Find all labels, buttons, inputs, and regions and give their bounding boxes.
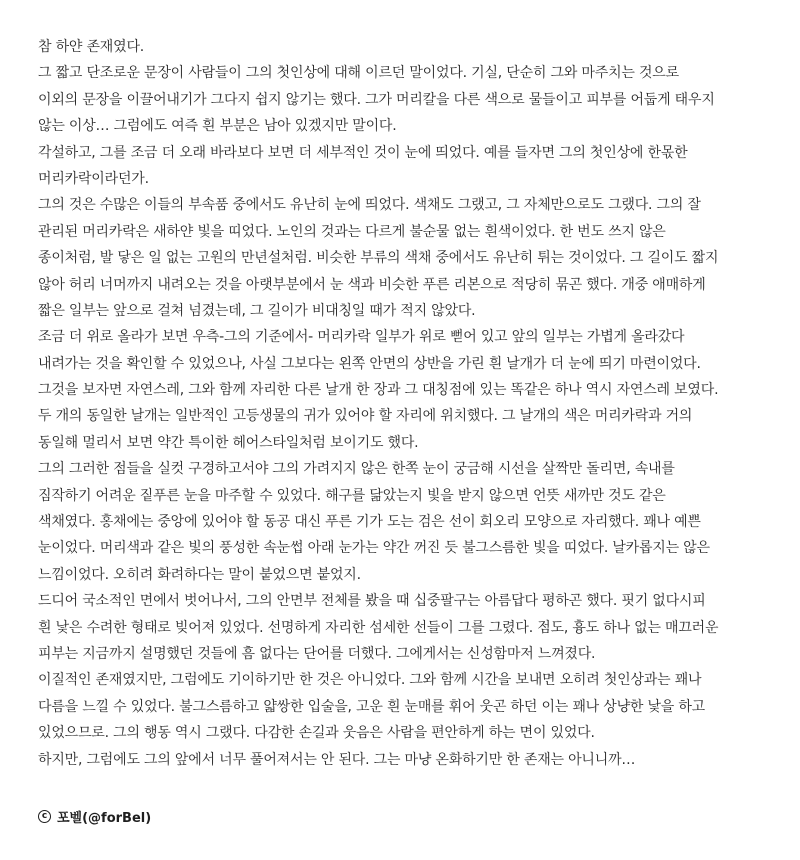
text-line-28: 하지만, 그럼에도 그의 앞에서 너무 풀어져서는 안 된다. 그는 마냥 온화하기만 한 존재는 아니니까… [38,751,636,768]
text-line-1: 참 하얀 존재였다. [38,39,145,55]
text-line-20: 눈이었다. 머리색과 같은 빛의 풍성한 속눈썹 아래 눈가는 약간 꺼진 듯 불그스름한 빛을 띠었다. 날카롭지는 않은 [38,540,710,557]
text-line-3: 이외의 문장을 이끌어내기가 그다지 쉽지 않기는 했다. 그가 머리칼을 다른 색으로 물들이고 피부를 어둡게 태우지 [38,91,715,108]
text-line-12: 조금 더 위로 올라가 보면 우측-그의 기준에서- 머리카락 일부가 위로 뻗어 있고 앞의 일부는 가볍게 올라갔다 [38,329,685,346]
document-body [38,34,778,773]
text-line-2: 그 짧고 단조로운 문장이 사람들이 그의 첫인상에 대해 이르던 말이었다. 기실, 단순히 그와 마주치는 것으로 [38,65,679,82]
text-line-5: 각설하고, 그를 조금 더 오래 바라보다 보면 더 세부적인 것이 눈에 띄었다. 예를 들자면 그의 첫인상에 한몫한 [38,144,688,161]
text-line-22: 드디어 국소적인 면에서 벗어나서, 그의 안면부 전체를 봤을 때 십중팔구는 아름답다 평하곤 했다. 핏기 없다시피 [38,593,706,610]
text-line-21: 느낌이었다. 오히려 화려하다는 말이 붙었으면 붙었지. [38,566,361,583]
text-line-15: 두 개의 동일한 날개는 일반적인 고등생물의 귀가 있어야 할 자리에 위치했다. 그 날개의 색은 머리카락과 거의 [38,408,693,425]
copyright-icon: c [38,810,51,823]
text-line-19: 색채였다. 홍채에는 중앙에 있어야 할 동공 대신 푸른 기가 도는 검은 선이 회오리 모양으로 자리했다. 꽤나 예쁜 [38,514,701,531]
author-credit-text: 포벨(@forBel) [57,810,152,826]
text-line-16: 동일해 멀리서 보면 약간 특이한 헤어스타일처럼 보이기도 했다. [38,434,419,451]
text-line-13: 내려가는 것을 확인할 수 있었으나, 사실 그보다는 왼쪽 안면의 상반을 가린 흰 날개가 더 눈에 띄기 마련이었다. [38,355,701,372]
text-line-24: 피부는 지금까지 설명했던 것들에 흠 없다는 단어를 더했다. 그에게서는 신성함마저 느껴졌다. [38,645,596,662]
text-line-11: 짧은 일부는 앞으로 걸쳐 넘겼는데, 그 길이가 비대칭일 때가 적지 않았다. [38,302,476,319]
text-line-6: 머리카락이라던가. [38,170,149,187]
text-line-8: 관리된 머리카락은 새하얀 빛을 띠었다. 노인의 것과는 다르게 불순물 없는 흰색이었다. 한 번도 쓰지 않은 [38,223,666,240]
text-line-10: 않아 허리 너머까지 내려오는 것을 아랫부분에서 눈 색과 비슷한 푸른 리본으로 적당히 묶곤 했다. 개중 애매하게 [38,276,706,293]
text-line-26: 다름을 느낄 수 있었다. 불그스름하고 얇쌍한 입술을, 고운 흰 눈매를 휘어 웃곤 하던 이는 꽤나 상냥한 낯을 하고 [38,698,706,715]
text-line-7: 그의 것은 수많은 이들의 부속품 중에서도 유난히 눈에 띄었다. 색채도 그랬고, 그 자체만으로도 그랬다. 그의 잘 [38,197,701,214]
text-line-18: 짐작하기 어려운 짙푸른 눈을 마주할 수 있었다. 해구를 닮았는지 빛을 받지 않으면 언뜻 새까만 것도 같은 [38,487,666,504]
text-line-4: 않는 이상… 그럼에도 여즉 흰 부분은 남아 있겠지만 말이다. [38,118,397,135]
text-line-14: 그것을 보자면 자연스레, 그와 함께 자리한 다른 날개 한 장과 그 대칭점에 있는 똑같은 하나 역시 자연스레 보였다. [38,382,719,399]
text-line-9: 종이처럼, 발 닿은 일 없는 고원의 만년설처럼. 비슷한 부류의 색채 중에서도 유난히 튀는 것이었다. 그 길이도 짧지 [38,250,719,267]
text-line-25: 이질적인 존재였지만, 그럼에도 기이하기만 한 것은 아니었다. 그와 함께 시간을 보내면 오히려 첫인상과는 꽤나 [38,672,702,689]
text-line-23: 흰 낯은 수려한 형태로 빚어져 있었다. 선명하게 자리한 섬세한 선들이 그를 그렸다. 점도, 흉도 하나 없는 매끄러운 [38,619,719,636]
author-credit [38,804,151,828]
text-line-27: 있었으므로. 그의 행동 역시 그랬다. 다감한 손길과 웃음은 사람을 편안하게 하는 면이 있었다. [38,725,595,742]
text-line-17: 그의 그러한 점들을 실컷 구경하고서야 그의 가려지지 않은 한쪽 눈이 궁금해 시선을 살짝만 돌리면, 속내를 [38,461,675,478]
